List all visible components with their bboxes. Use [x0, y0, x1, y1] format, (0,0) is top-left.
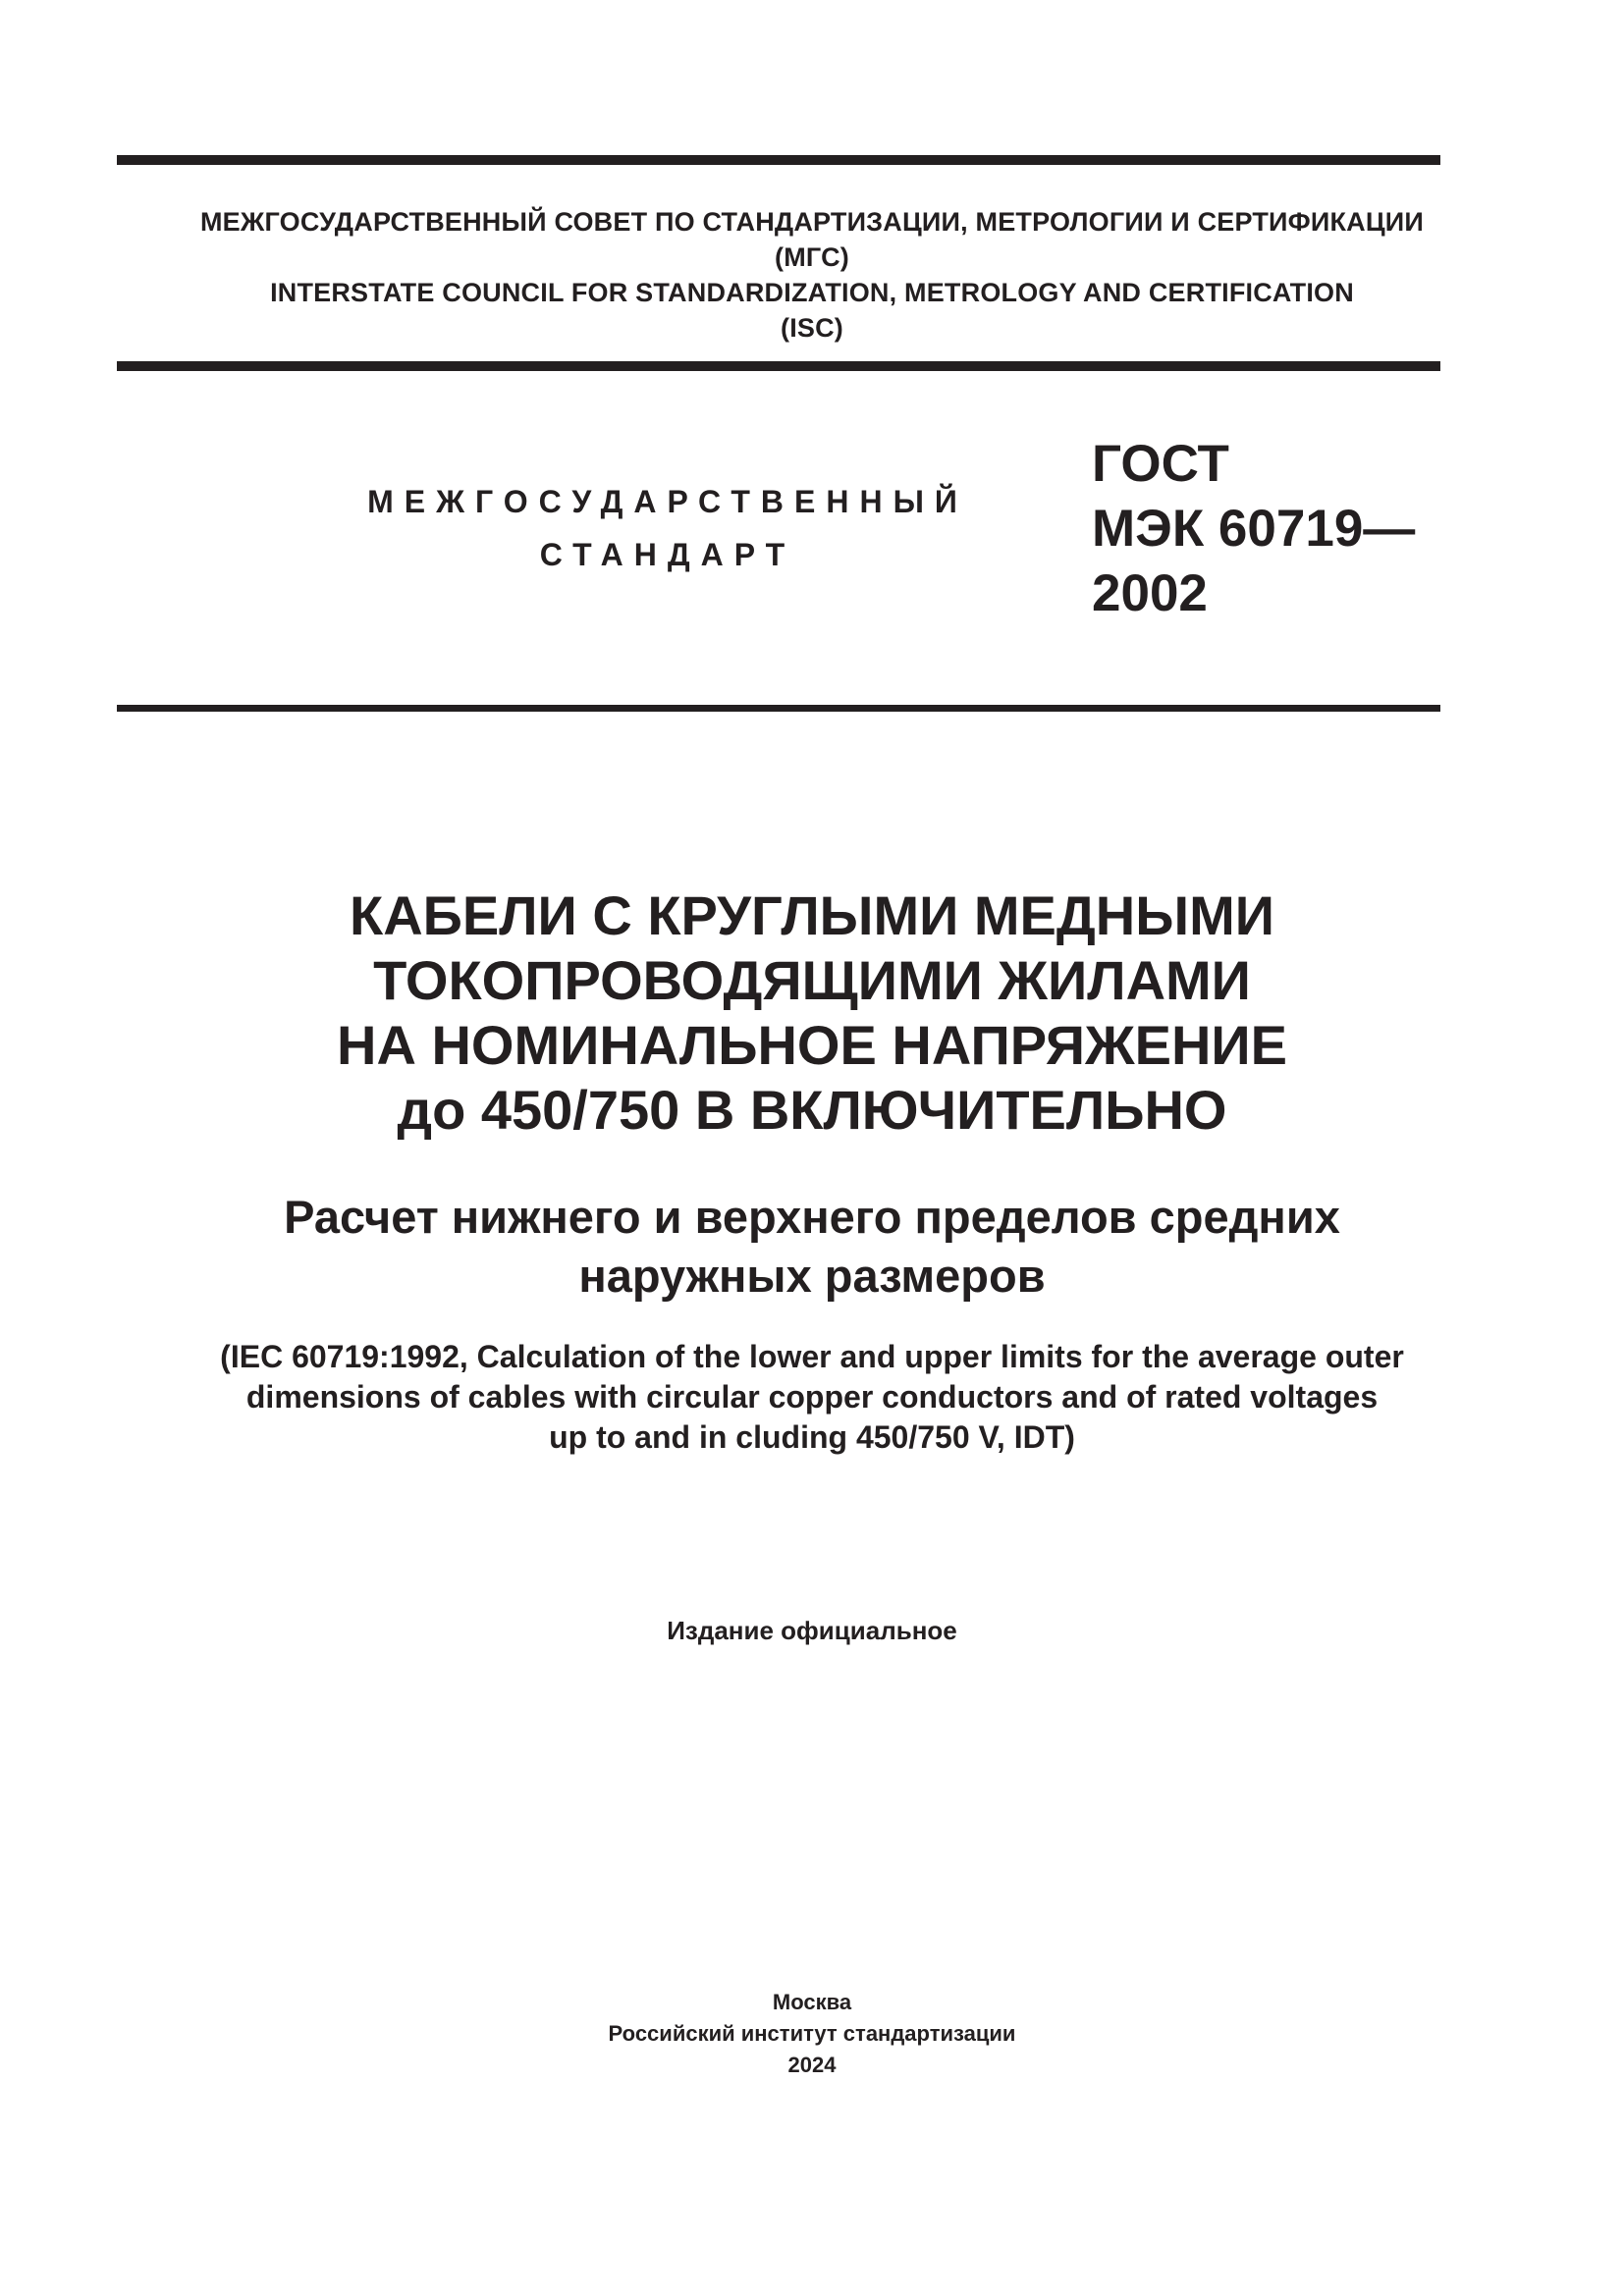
iec-reference-line: dimensions of cables with circular copper conductors and of rated voltages — [245, 1379, 1379, 1415]
standard-type-line1: МЕЖГОСУДАРСТВЕННЫЙ — [367, 484, 968, 519]
edition-note: Издание официальное — [667, 1616, 957, 1645]
subtitle-line: Расчет нижнего и верхнего пределов средних — [284, 1191, 1340, 1243]
designation-rule — [117, 705, 1440, 712]
standard-type-label — [363, 475, 972, 581]
title-line: ТОКОПРОВОДЯЩИМИ ЖИЛАМИ — [373, 949, 1251, 1011]
iec-reference-line: up to and in cluding 450/750 V, IDT) — [549, 1419, 1075, 1455]
title-line: до 450/750 В ВКЛЮЧИТЕЛЬНО — [397, 1079, 1227, 1141]
council-rule — [117, 361, 1440, 371]
designation-line3: 2002 — [1092, 564, 1208, 622]
iec-reference — [0, 1337, 1624, 1458]
imprint-city: Москва — [772, 1990, 852, 2014]
designation-line2: МЭК 60719— — [1092, 500, 1416, 558]
standard-designation — [1092, 432, 1415, 626]
iec-reference-line: (IEC 60719:1992, Calculation of the lower and upper limits for the average outer — [220, 1339, 1404, 1374]
imprint-publisher: Российский институт стандартизации — [608, 2021, 1016, 2046]
top-rule — [117, 155, 1440, 165]
council-abbr-en: (ISC) — [781, 313, 843, 343]
council-abbr-ru: (МГС) — [775, 242, 849, 272]
subtitle-line: наружных размеров — [578, 1250, 1046, 1302]
council-header — [0, 204, 1624, 346]
title-line: КАБЕЛИ С КРУГЛЫМИ МЕДНЫМИ — [350, 884, 1274, 946]
document-title — [0, 883, 1624, 1143]
imprint-year: 2024 — [787, 2053, 837, 2077]
council-name-ru: МЕЖГОСУДАРСТВЕННЫЙ СОВЕТ ПО СТАНДАРТИЗАЦИИ, МЕТРОЛОГИИ И СЕРТИФИКАЦИИ — [199, 207, 1425, 237]
imprint — [0, 1987, 1624, 2081]
standard-type-line2: СТАНДАРТ — [539, 537, 796, 572]
title-line: НА НОМИНАЛЬНОЕ НАПРЯЖЕНИЕ — [337, 1014, 1287, 1076]
document-subtitle — [0, 1188, 1624, 1306]
council-name-en: INTERSTATE COUNCIL FOR STANDARDIZATION, METROLOGY AND CERTIFICATION — [270, 278, 1354, 307]
designation-line1: ГОСТ — [1092, 435, 1229, 493]
